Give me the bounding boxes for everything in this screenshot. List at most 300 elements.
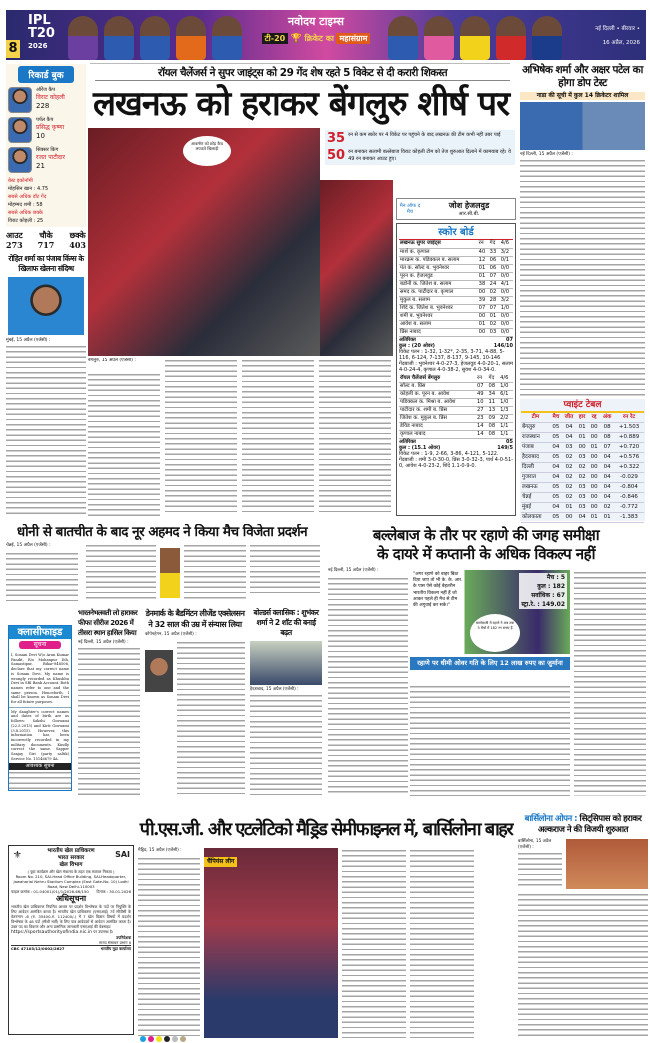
- player-value: 228: [36, 102, 50, 110]
- stat-cell: 08: [600, 423, 614, 433]
- player-photo: [140, 16, 170, 60]
- barcelona-headline-kicker: बार्सिलोना ओपन :: [524, 814, 578, 824]
- stat-cell: 04: [576, 513, 588, 523]
- player-photo: [68, 16, 98, 60]
- golf-photo: [250, 641, 322, 685]
- sai-logo: SAI: [115, 850, 130, 859]
- batter-name: मार्श क. कृणाल: [399, 248, 478, 256]
- rohit-photo: [8, 277, 84, 335]
- stat-cell: 03: [576, 493, 588, 503]
- rahane-body: [410, 684, 570, 796]
- total-label: चौके: [39, 230, 53, 240]
- stat-cell: 03: [576, 453, 588, 463]
- fall-of-wickets: विकेट पतन : 1-9, 2-66, 3-86, 4-121, 5-122.: [399, 451, 499, 457]
- story-headline: बोल्डर्स क्लासिक : शुभंकर शर्मा ने 2 शॉट की बनाई बढ़त: [253, 608, 319, 637]
- stat-cell: 04: [550, 463, 562, 473]
- batter-name: जितेश क. मुकुल ब. प्रिंस: [399, 415, 476, 423]
- stat-cell: 06: [489, 256, 500, 264]
- batting-row: [399, 431, 513, 439]
- stat-cell: 08: [488, 383, 500, 391]
- avatar: [8, 147, 32, 173]
- dope-body: [520, 158, 645, 396]
- cap-label: सिक्सर किंग: [36, 147, 59, 153]
- stat-cell: 09: [488, 415, 500, 423]
- stat-cell: 0/1: [500, 256, 513, 264]
- batter-name: मुकुल ब. सलाम: [399, 296, 478, 304]
- sai-date: दिनांक : 30.01.2026: [96, 889, 131, 894]
- player-name: विराट कोहली: [36, 94, 65, 101]
- batter-name: डेविड नाबाद: [399, 423, 476, 431]
- points-row: [521, 483, 644, 493]
- stat-cell: 04: [550, 473, 562, 483]
- stat-cell: 27: [476, 407, 488, 415]
- player-photo: [532, 16, 562, 60]
- cbc-code: CBC 47103/12/0002/2627: [11, 946, 65, 951]
- stat-cell: +0.720: [614, 443, 644, 453]
- player-photo: [460, 16, 490, 60]
- stat-cell: +0.322: [614, 463, 644, 473]
- stat-cell: 04: [600, 473, 614, 483]
- notification-body: भारतीय खेल प्राधिकरण नियमित आधार पर प्रदर्शन विश्लेषक के पदों पर नियुक्ति के लिए आवेदन आमंत्रित करता है। भारतीय खेल प्राधिकरण (एसएआई) 7वें सीपीसी के वेतनमान -6 (रु. 35400-रु. 112400/-) में 7 खेल विज्ञान विषयों में प्रदर्शन विश्लेषक के 48 पदों (सीधी भर्ती) के लिए पात्र आवेदकों से आवेदन आमंत्रित करता है। उक्त पद का विवरण और अन्य प्रासंगिक जानकारी एसएआई की वेबसाइट: [11, 904, 131, 929]
- points-row: [521, 493, 644, 503]
- stat-value: 67: [556, 592, 565, 599]
- scoreboard: [396, 223, 516, 516]
- stat-cell: 0/0: [500, 312, 513, 320]
- lead-kicker: रॉयल चैलेंजर्स ने सुपर जाइंट्स को 29 गेंद शेष रहते 5 विकेट से दी करारी शिकस्त: [95, 66, 510, 81]
- noor-photo: [160, 548, 180, 598]
- batter-name: समद क. पाटीदार ब. कृणाल: [399, 288, 478, 296]
- stat-cell: 34: [488, 391, 500, 399]
- player-value: 10: [36, 132, 45, 140]
- stat-value: 5: [560, 574, 565, 581]
- stat-cell: 14: [476, 423, 488, 431]
- dhoni-headline: धोनी से बातचीत के बाद नूर अहमद ने किया मैच विजेता प्रदर्शन: [16, 524, 308, 540]
- extras-label: अतिरिक्त: [399, 439, 416, 445]
- stat-cell: 00: [562, 513, 576, 523]
- rohit-dateline: मुंबई, 15 अप्रैल (एजेंसी) :: [6, 338, 51, 343]
- team-name: राजस्थान: [521, 433, 550, 443]
- column-header: रन: [478, 240, 489, 248]
- batting-row: [399, 391, 513, 399]
- stat-cell: 23: [476, 415, 488, 423]
- stat-cell: -0.772: [614, 503, 644, 513]
- stat-cell: 00: [478, 288, 489, 296]
- batting-row: [399, 280, 513, 288]
- issue-date: 16 अप्रैल, 2026: [602, 40, 640, 46]
- stat-cell: 12: [478, 256, 489, 264]
- stat-cell: 02: [562, 453, 576, 463]
- stat-key: सर्वाधिक: [531, 592, 551, 599]
- season-totals: [6, 230, 86, 250]
- left-column: [6, 64, 86, 516]
- points-row: [521, 423, 644, 433]
- axelsen-photo: [145, 650, 173, 692]
- rahane-photo-box: [410, 570, 570, 654]
- team-name: दिल्ली: [521, 463, 550, 473]
- notification-title: अधिसूचना: [55, 894, 87, 903]
- barcelona-body: [518, 851, 562, 889]
- batting-row: [399, 399, 513, 407]
- points-grid: [521, 413, 644, 523]
- total-value: 717: [37, 240, 55, 250]
- points-header-row: [521, 413, 644, 423]
- dope-photo: [520, 102, 645, 150]
- batter-name: आवेश ब. सलाम: [399, 320, 478, 328]
- stat-cell: 02: [562, 493, 576, 503]
- sai-website-link[interactable]: https://sportsauthorityofindia.nic.in: [11, 930, 93, 935]
- record-item: [6, 85, 86, 115]
- stat-label: सबसे अधिक डॉट गेंद: [8, 194, 47, 200]
- cap-label: पर्पल कैप: [36, 117, 54, 123]
- sai-org: भारतीय खेल प्राधिकरण: [47, 848, 95, 854]
- lead-body-col: [242, 358, 314, 516]
- ucl-photo: [204, 848, 338, 1038]
- sai-govt: भारत सरकार: [57, 855, 85, 861]
- record-item: [6, 145, 86, 175]
- stat-cell: 04: [562, 433, 576, 443]
- batter-name: प्रिंस नाबाद: [399, 328, 478, 336]
- barcelona-body: [518, 892, 648, 1038]
- stat-cell: 14: [476, 431, 488, 439]
- stat-cell: 00: [588, 483, 600, 493]
- stat-cell: 00: [576, 443, 588, 453]
- stat-cell: 01: [478, 264, 489, 272]
- stat-label: बेस्ट इकोनॉमी: [8, 178, 33, 184]
- ucl-body: [410, 848, 474, 1038]
- motm-label: मैन ऑफ द मैच: [399, 203, 421, 215]
- stat-cell: 08: [488, 431, 500, 439]
- column-header: गेंद: [488, 375, 500, 383]
- points-table-title: प्वाइंट टेबल: [521, 400, 644, 413]
- player-photo: [496, 16, 526, 60]
- stat-cell: 0/0: [500, 272, 513, 280]
- stat-cell: 05: [550, 513, 562, 523]
- motm-name: जोश हेजलवुड: [448, 201, 490, 210]
- column-header: हार: [576, 413, 588, 423]
- rahane-body: [328, 576, 408, 796]
- column-header: 4/6: [500, 240, 513, 248]
- batting-row: [399, 320, 513, 328]
- innings2-table: [399, 375, 513, 440]
- lead-body-col: [319, 358, 391, 516]
- total-value: 146/10: [493, 342, 513, 349]
- stat-cell: 1/1: [499, 423, 513, 431]
- total-label: कुल : (20 ओवर): [399, 342, 435, 349]
- barcelona-dateline: बार्सिलोना, 15 अप्रैल (एजेंसी) :: [518, 839, 552, 850]
- batter-name: बडोनी क. जितेश ब. सलाम: [399, 280, 478, 288]
- sai-file-number: फाइल क्रमांक : 01-04001(01)/1/2026-66/150: [11, 889, 89, 894]
- stat-cell: 0/0: [500, 264, 513, 272]
- rahane-dateline: नई दिल्ली, 15 अप्रैल (एजेंसी) :: [328, 568, 379, 573]
- stat-cell: 04: [562, 423, 576, 433]
- batting-row: [399, 415, 513, 423]
- column-header: गेंद: [489, 240, 500, 248]
- sai-address: Room No. 210, SAI-Head Office Building, SAI-Headquarter, Jawaharlal Nehru Stadium Complex (East Gate-No. 10) Lodhi Road, New Delhi-110003: [13, 874, 129, 889]
- signatory-dept: मानव संसाधन प्रभाग II: [99, 940, 131, 945]
- batting-row: [399, 304, 513, 312]
- stat-cell: 01: [576, 423, 588, 433]
- batter-name: पडिक्कल क. मिश्रा ब. आवेश: [399, 399, 476, 407]
- divider: [90, 63, 510, 64]
- stat-cell: 00: [588, 423, 600, 433]
- batting-row: [399, 288, 513, 296]
- player-photo: [388, 16, 418, 60]
- batter-name: शिंदे क. जितेश ब. भुवनेश्वर: [399, 304, 478, 312]
- stat-cell: 00: [588, 433, 600, 443]
- total-value: 403: [69, 240, 86, 250]
- photo-caption: आकर्षण को छोड़ कैच लपकते खिलाड़ी: [183, 136, 231, 166]
- stat-cell: 03: [576, 503, 588, 513]
- stat-cell: 04: [600, 453, 614, 463]
- small-story: [250, 608, 322, 798]
- stat-cell: 06: [489, 264, 500, 272]
- stat-cell: 1/0: [499, 399, 513, 407]
- classified-sub: सूचना: [19, 641, 61, 649]
- stat-cell: 49: [476, 391, 488, 399]
- fine-headline: रहाणे पर धीमी ओवर गति के लिए 12 लाख रुपए का जुर्माना: [410, 657, 570, 670]
- stat-cell: 04: [600, 463, 614, 473]
- dope-headline: अभिषेक शर्मा और अक्षर पटेल का होगा डोप टेस्ट: [522, 64, 643, 89]
- stat-cell: 08: [600, 433, 614, 443]
- cap-label: ऑरेंज कैप: [36, 87, 56, 93]
- story-dateline: हैदराबाद, 15 अप्रैल (एजेंसी) :: [250, 687, 299, 692]
- record-book: [6, 64, 86, 227]
- trophy-icon: 🏆: [290, 34, 302, 44]
- team-name: लखनऊ: [521, 483, 550, 493]
- fact-text: रन से कम स्कोर पर 4 विकेट पर पहुंचने के बाद लखनऊ की टीम कभी नहीं उबर पाई: [348, 132, 501, 138]
- sai-notification-ad: [8, 845, 134, 1035]
- motm-team: आर.सी.बी.: [458, 211, 480, 217]
- registration-marks: [140, 1036, 186, 1042]
- team-name: लखनऊ सुपर जाइंट्स: [399, 240, 478, 248]
- stat-cell: 02: [489, 288, 500, 296]
- rohit-headline: रोहित शर्मा का पंजाब किंग्स के खिलाफ खेलना संदिग्ध: [8, 254, 84, 273]
- stat-cell: 01: [489, 312, 500, 320]
- stat-cell: 07: [478, 304, 489, 312]
- stat-cell: -0.846: [614, 493, 644, 503]
- stat-value: विराट कोहली : 25: [8, 218, 44, 224]
- batter-name: कृणाल नाबाद: [399, 431, 476, 439]
- batting-row: [399, 328, 513, 336]
- stat-cell: 01: [576, 433, 588, 443]
- press-office: भारतीय मुद्रा कार्यालय: [100, 946, 131, 951]
- stat-cell: 07: [489, 272, 500, 280]
- column-header: रद्द: [588, 413, 600, 423]
- column-header: रन रेट: [614, 413, 644, 423]
- stat-cell: 01: [588, 513, 600, 523]
- stat-cell: +0.889: [614, 433, 644, 443]
- sai-dept: खेल विभाग: [59, 862, 83, 868]
- man-of-the-match: [396, 198, 516, 220]
- stat-cell: 02: [489, 320, 500, 328]
- stat-cell: 02: [562, 473, 576, 483]
- innings1-table: [399, 240, 513, 337]
- lead-body-col: [88, 372, 160, 516]
- signatory: उपनिदेशक: [116, 935, 131, 940]
- stat-cell: 02: [576, 473, 588, 483]
- classified-body: [9, 770, 71, 790]
- stat-cell: 02: [576, 463, 588, 473]
- stat-label: सबसे अधिक छक्के: [8, 210, 43, 216]
- column-header: जीत: [562, 413, 576, 423]
- player-value: 21: [36, 162, 45, 170]
- story-dateline: कोपेनहेगन, 15 अप्रैल (एजेंसी) :: [145, 632, 197, 637]
- stat-cell: 02: [600, 503, 614, 513]
- column-header: मैच: [550, 413, 562, 423]
- fact-number: 50: [327, 148, 346, 163]
- place-day: नई दिल्ली • बीरवार •: [595, 26, 640, 32]
- stat-cell: 0/0: [500, 288, 513, 296]
- stat-cell: 01: [478, 272, 489, 280]
- player-photo: [424, 16, 454, 60]
- column-header: टीम: [521, 413, 550, 423]
- team-name: हैदराबाद: [521, 453, 550, 463]
- avatar: [8, 117, 32, 143]
- stat-cell: 28: [489, 296, 500, 304]
- stat-cell: 0/0: [500, 328, 513, 336]
- url-tail: पर उपलब्ध है।: [93, 929, 114, 934]
- stat-cell: 10: [476, 399, 488, 407]
- column-header: अंक: [600, 413, 614, 423]
- points-row: [521, 433, 644, 443]
- page-number: 8: [6, 40, 20, 58]
- player-photo: [212, 16, 242, 60]
- team-name: चेन्नई: [521, 493, 550, 503]
- points-row: [521, 463, 644, 473]
- fact-number: 35: [327, 131, 346, 146]
- batter-name: शमी ब. भुवनेश्वर: [399, 312, 478, 320]
- rahane-headline: [325, 526, 647, 564]
- stat-cell: 08: [488, 423, 500, 431]
- batting-row: [399, 407, 513, 415]
- column-header: 4/6: [499, 375, 513, 383]
- classified-notice: My daughter's correct names and dates of birth are as follows: Sakshi Goswami (22.5.2013) and Kirti Goswami (3.8.2015). However, this information has been incorrectly recorded in my military documents. Kindly correct the same. Sapper Sanjay Giri (party saltik) Service No. 15146679 4A.: [9, 707, 71, 764]
- stat-cell: 05: [550, 423, 562, 433]
- classified-box: [8, 625, 72, 791]
- stat-cell: 05: [550, 433, 562, 443]
- stat-cell: 01: [562, 503, 576, 513]
- story-headline: डेनमार्क के बैडमिंटन लीजेंड एक्सेलसन ने 32 साल की उम्र में संन्यास लिया: [145, 609, 245, 629]
- team-name: बेंगलुरु: [521, 423, 550, 433]
- player-name: प्रसिद्ध कृष्णा: [36, 124, 65, 131]
- barcelona-headline: [518, 814, 648, 836]
- stat-value: 182: [552, 583, 565, 590]
- dope-subhead: नाडा की सूची में कुल 14 क्रिकेटर शामिल: [520, 92, 645, 100]
- dhoni-body: [86, 543, 156, 601]
- rohit-body: [6, 344, 86, 516]
- stat-cell: 40: [478, 248, 489, 256]
- stat-cell: 00: [588, 473, 600, 483]
- fact-box: [325, 130, 515, 165]
- total-label: छक्के: [69, 230, 86, 240]
- stat-cell: 00: [588, 453, 600, 463]
- ucl-body: [138, 856, 200, 1036]
- player-photo: [104, 16, 134, 60]
- total-value: 273: [6, 240, 23, 250]
- ucl-headline: पी.एस.जी. और एटलेटिको मैड्रिड सेमीफाइनल में, बार्सिलोना बाहर: [139, 819, 513, 840]
- stat-cell: 24: [489, 280, 500, 288]
- batter-name: पूरन क. हेजलवुड: [399, 272, 478, 280]
- record-book-title: रिकार्ड बुक: [18, 66, 74, 83]
- stat-cell: 11: [488, 399, 500, 407]
- points-table: [520, 399, 645, 521]
- batter-name: मारक्रम क. पडिक्कल ब. सलाम: [399, 256, 478, 264]
- story-dateline: नई दिल्ली, 15 अप्रैल (एजेंसी) :: [78, 640, 129, 645]
- team-name: गुजरात: [521, 473, 550, 483]
- stat-cell: 00: [588, 493, 600, 503]
- stat-cell: 00: [478, 312, 489, 320]
- stat-cell: 03: [489, 328, 500, 336]
- total-label: आउट: [6, 230, 23, 240]
- tagline-t20: टी-20: [262, 33, 289, 44]
- points-row: [521, 453, 644, 463]
- small-story: [78, 608, 140, 798]
- batting-row: [399, 383, 513, 391]
- lead-photo: [88, 128, 320, 356]
- batting-row: [399, 272, 513, 280]
- paper-name: नवोदय टाइम्स: [288, 15, 344, 28]
- classified-title: क्लासीफाइड: [9, 626, 71, 639]
- stat-value: मोहम्मद शमी : 58: [8, 202, 43, 208]
- stat-cell: -1.383: [614, 513, 644, 523]
- stat-cell: 00: [588, 503, 600, 513]
- stat-cell: 04: [550, 443, 562, 453]
- story-body: [78, 646, 140, 798]
- fall-of-wickets: विकेट पतन : 1-32, 1-32*, 2-35, 3-71, 4-88, 5-116, 6-124, 7-137, 8-137, 9-145, 10-146: [399, 348, 505, 361]
- batter-name: पाटीदार क. शमी ब. प्रिंस: [399, 407, 476, 415]
- ucl-body: [342, 848, 406, 1038]
- points-row: [521, 443, 644, 453]
- total-label: कुल : (15.1 ओवर): [399, 445, 441, 451]
- scoreboard-title: स्कोर बोर्ड: [399, 226, 513, 240]
- stat-cell: 05: [550, 453, 562, 463]
- batting-row: [399, 264, 513, 272]
- team-name: रॉयल चैलेंजर्स बेंगलुरु: [399, 375, 476, 383]
- stat-key: मैच: [546, 574, 555, 581]
- bowling-figures: गेंदबाजी : भुवनेश्वर 4-0-27-3, हेजलवुड 4-0-20-1, सलाम 4-0-24-4, कृणाल 4-0-38-2, सुयश 4-0-34-0.: [399, 360, 513, 373]
- stat-cell: 1/0: [499, 383, 513, 391]
- extras-value: 07: [506, 336, 513, 343]
- fact-text: रन बनाकर सलामी बल्लेबाज विराट कोहली टीम को तेज शुरुआत दिलाने में कामयाब रहे। वे 49 रन बनाकर आउट हुए।: [348, 149, 511, 162]
- stat-cell: 39: [478, 296, 489, 304]
- rahane-quote: "अगर रहाणे को बाहर बिठा दिया जाए तो भी के. के. आर. के पास ऐसे कोई बेहतरीन भारतीय विकल्प नहीं हैं जो आकर पहले ही मैच से टीम की अगुवाई कर सके।": [413, 572, 463, 609]
- lead-photo-extension: [320, 180, 393, 356]
- barcelona-story: [518, 814, 648, 1038]
- stat-cell: 03: [576, 483, 588, 493]
- story-headline: भारतनेभलवती लो हाराकर फीफा सीरीज 2026 में तीसरा स्थान हासिल किया: [78, 609, 138, 637]
- classified-footer: आवश्यक सूचना: [9, 763, 71, 770]
- stat-cell: 07: [476, 383, 488, 391]
- page-banner: [6, 10, 646, 60]
- rahane-stats: मैच : 5 कुल : 182 सर्वाधिक : 67 स्ट्रा.रे. : 149.02: [521, 574, 565, 608]
- batter-name: कोहली क. पूरन ब. आवेश: [399, 391, 476, 399]
- stat-cell: 05: [550, 483, 562, 493]
- tagline-cricket: क्रिकेट का: [304, 34, 334, 43]
- stat-cell: +0.576: [614, 453, 644, 463]
- points-row: [521, 513, 644, 523]
- stat-value: मोहसिन खान : 4.75: [8, 186, 49, 192]
- stat-cell: 07: [489, 304, 500, 312]
- team-name: पंजाब: [521, 443, 550, 453]
- avatar: [8, 87, 32, 113]
- batting-row: [399, 423, 513, 431]
- ucl-tag: चैंपियंस लीग: [204, 857, 237, 867]
- stat-cell: 05: [550, 493, 562, 503]
- stat-cell: 4/1: [500, 280, 513, 288]
- extras-label: अतिरिक्त: [399, 336, 416, 343]
- dhoni-body: [184, 543, 246, 601]
- stat-cell: 01: [588, 443, 600, 453]
